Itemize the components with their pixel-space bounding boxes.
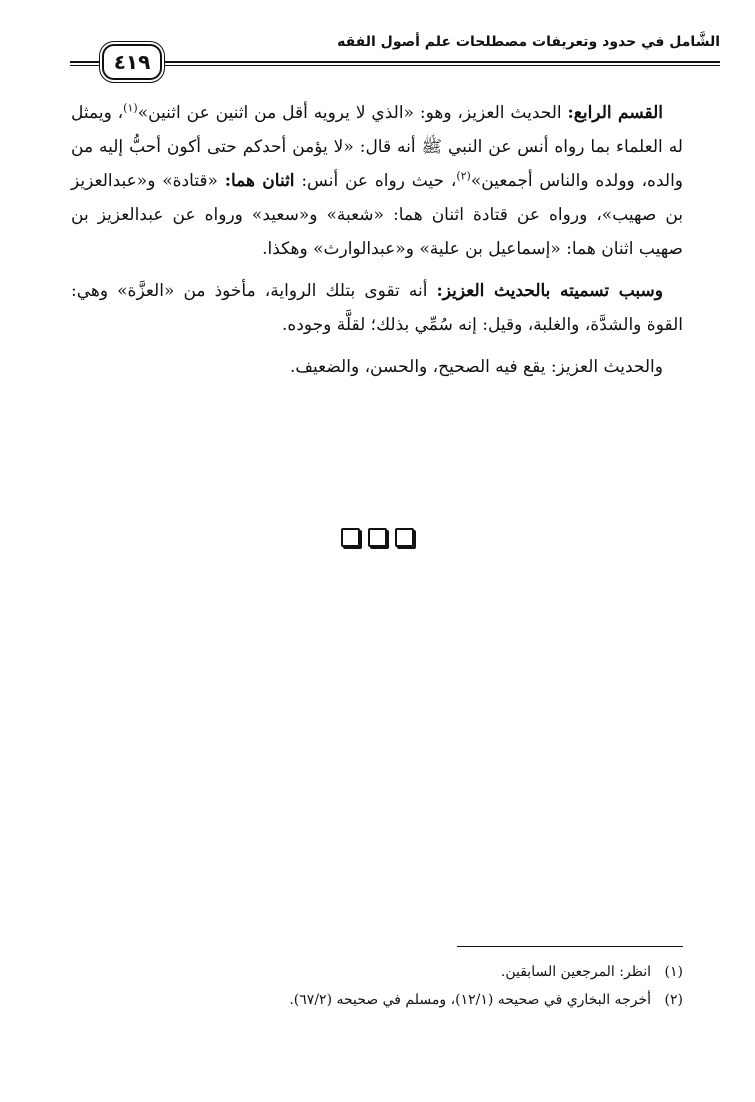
header-rule bbox=[162, 65, 720, 66]
footnote-reference[interactable]: (٢) bbox=[456, 169, 471, 183]
book-title: الشَّامل في حدود وتعريفات مصطلحات علم أصول الفقه bbox=[337, 34, 720, 50]
footnote-number: (١) bbox=[664, 964, 683, 980]
footnote-2 bbox=[71, 986, 683, 1014]
square-ornament-icon bbox=[395, 528, 414, 547]
header-rule bbox=[162, 61, 720, 63]
footnote-divider bbox=[457, 946, 683, 947]
section-separator bbox=[0, 528, 755, 551]
section-heading: القسم الرابع: bbox=[567, 103, 663, 123]
footnote-1 bbox=[71, 958, 683, 986]
footnote-text: انظر: المرجعين السابقين. bbox=[500, 964, 651, 980]
paragraph-text: ، حيث رواه عن أنس: bbox=[294, 171, 457, 191]
paragraph-text: والحديث العزيز: يقع فيه الصحيح، والحسن، والضعيف. bbox=[289, 357, 663, 377]
square-ornament-icon bbox=[341, 528, 360, 547]
paragraph-aziz-definition bbox=[71, 96, 683, 266]
paragraph-aziz-grades bbox=[71, 350, 683, 384]
paragraph-naming-reason bbox=[71, 274, 683, 342]
footnote-number: (٢) bbox=[664, 992, 683, 1008]
running-header bbox=[70, 30, 720, 78]
paragraph-text: الحديث العزيز، وهو: «الذي لا يرويه أقل من اثنين عن اثنين» bbox=[137, 103, 568, 123]
main-text bbox=[71, 96, 683, 392]
square-ornament-icon bbox=[368, 528, 387, 547]
paragraph-text: ، ويمثل له العلماء بما رواه أنس عن النبي ﷺ أنه قال: «لا يؤمن أحدكم حتى أكون أحبُّ إليه من والده، وولده والناس أجمعين» bbox=[71, 103, 683, 191]
footnote-reference[interactable]: (١) bbox=[123, 101, 138, 115]
paragraph-text: أنه تقوى بتلك الرواية، مأخوذ من «العزَّة» وهي: القوة والشدَّة، والغلبة، وقيل: إنه سُمِّي بذلك؛ لقلَّة وجوده. bbox=[71, 281, 683, 335]
header-rule bbox=[70, 65, 100, 66]
header-rule bbox=[70, 61, 100, 63]
paragraph-text: «قتادة» و«عبدالعزيز بن صهيب»، ورواه عن قتادة اثنان هما: «شعبة» و«سعيد» ورواه عن عبدالعزيز بن صهيب اثنان هما: «إسماعيل بن علية» و«عبدالوارث» وهكذا. bbox=[71, 171, 683, 259]
section-heading: وسبب تسميته بالحديث العزيز: bbox=[436, 281, 663, 301]
footnote-text: أخرجه البخاري في صحيحه (١٢/١)، ومسلم في صحيحه (٦٧/٢). bbox=[289, 992, 651, 1008]
page-number: ٤١٩ bbox=[102, 44, 162, 80]
inline-heading: اثنان هما: bbox=[224, 171, 295, 191]
footnotes bbox=[71, 958, 683, 1014]
